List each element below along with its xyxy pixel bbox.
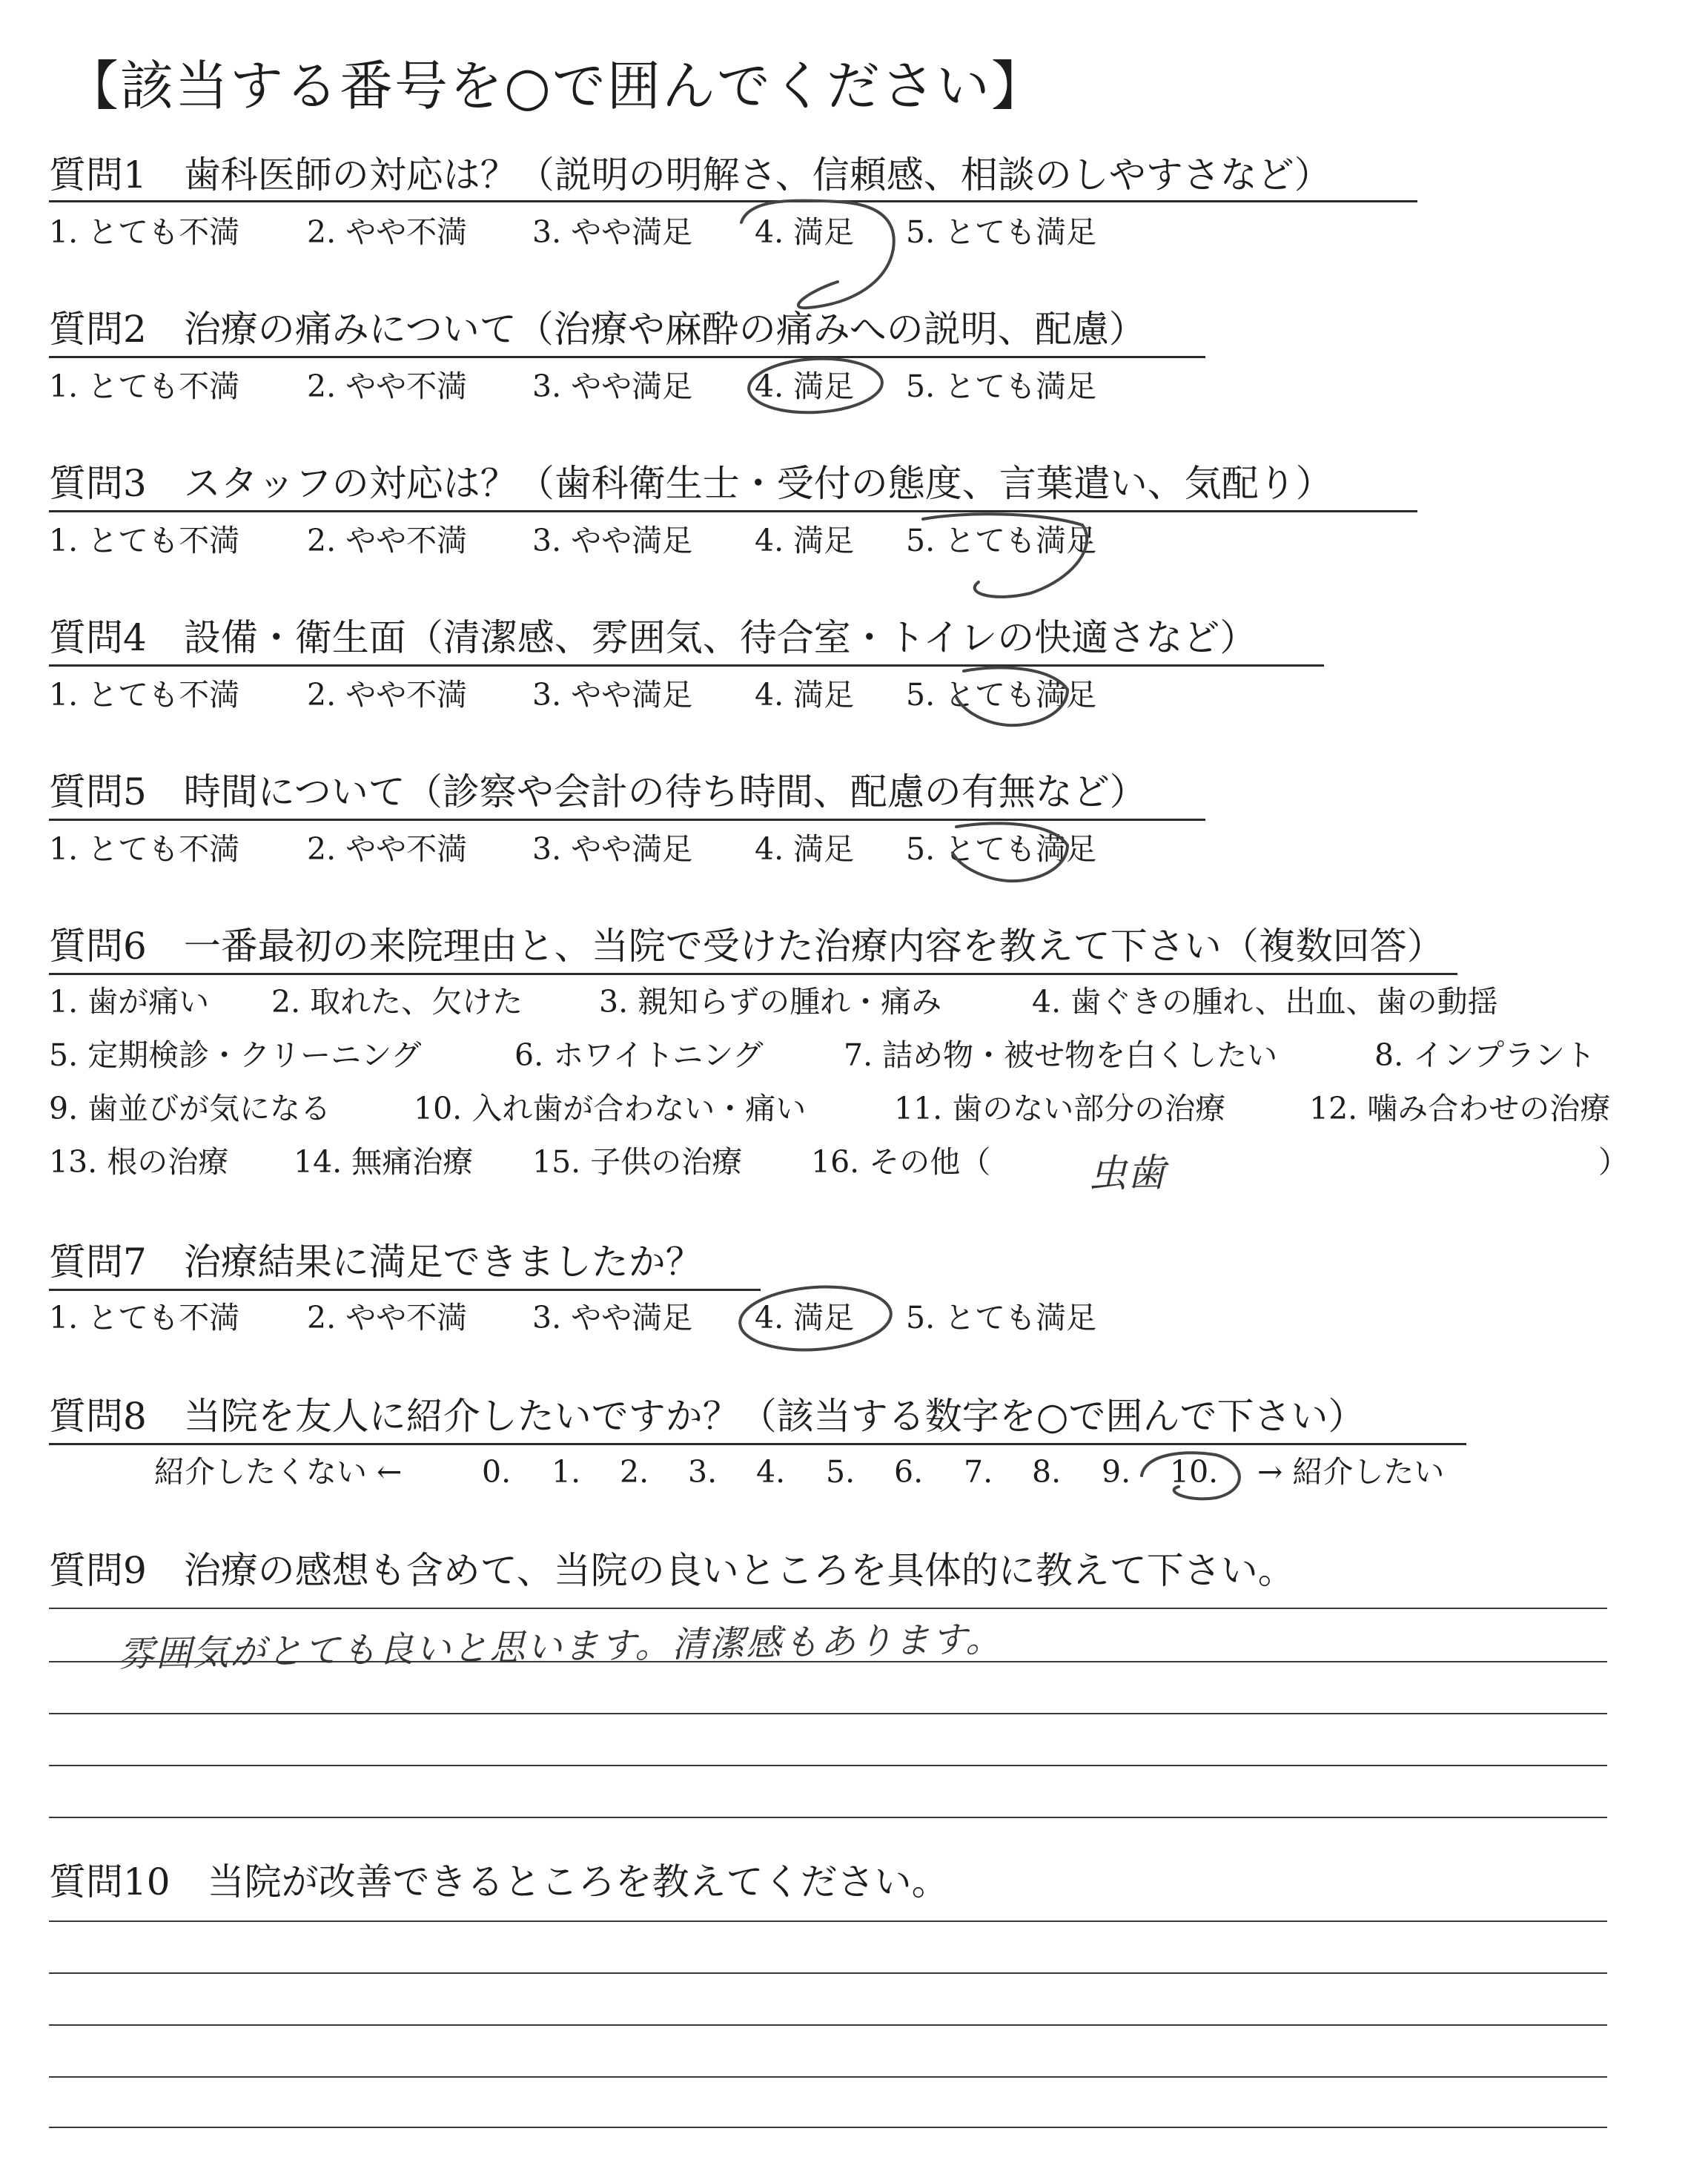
q8-number-2[interactable]: 2. — [620, 1454, 649, 1490]
q7-option-3[interactable]: 3. やや満足 — [532, 1300, 693, 1335]
q5-option-3[interactable]: 3. やや満足 — [532, 831, 693, 867]
q2-option-4[interactable]: 4. 満足 — [755, 369, 855, 404]
q10-answer-line-5[interactable] — [49, 2127, 1607, 2128]
q8-number-9[interactable]: 9. — [1102, 1454, 1131, 1490]
question-9-title: 質問9 治療の感想も含めて、当院の良いところを具体的に教えて下さい。 — [49, 1549, 1295, 1592]
question-10-title: 質問10 当院が改善できるところを教えてください。 — [49, 1860, 949, 1903]
question-2-options — [49, 368, 1532, 405]
question-4-underline — [49, 664, 1324, 667]
q6-option-1[interactable]: 1. 歯が痛い — [49, 984, 210, 1020]
q8-number-5[interactable]: 5. — [826, 1454, 855, 1490]
q8-right-label: → 紹介したい — [1257, 1454, 1445, 1490]
question-2-underline — [49, 356, 1205, 358]
q9-answer-line-3[interactable] — [49, 1713, 1607, 1714]
q10-answer-line-4[interactable] — [49, 2076, 1607, 2078]
q5-option-2[interactable]: 2. やや不満 — [307, 831, 468, 867]
question-1-underline — [49, 200, 1417, 202]
q4-option-2[interactable]: 2. やや不満 — [307, 677, 468, 713]
question-4-options — [49, 676, 1532, 713]
q8-left-label: 紹介したくない ← — [154, 1454, 403, 1490]
q3-option-3[interactable]: 3. やや満足 — [532, 523, 693, 558]
q3-option-5[interactable]: 5. とても満足 — [906, 523, 1097, 558]
q7-option-1[interactable]: 1. とても不満 — [49, 1300, 240, 1335]
q8-number-8[interactable]: 8. — [1032, 1454, 1062, 1490]
q3-option-2[interactable]: 2. やや不満 — [307, 523, 468, 558]
q3-option-4[interactable]: 4. 満足 — [755, 523, 855, 558]
question-6-row-3 — [49, 1090, 1665, 1127]
question-6-row-1 — [49, 983, 1650, 1020]
q1-option-3[interactable]: 3. やや満足 — [532, 214, 693, 250]
page-title: 【該当する番号を○で囲んでください】 — [65, 55, 1046, 117]
question-1-options — [49, 214, 1532, 251]
q6-option-12[interactable]: 12. 噛み合わせの治療 — [1309, 1091, 1611, 1126]
q4-option-3[interactable]: 3. やや満足 — [532, 677, 693, 713]
q10-answer-line-3[interactable] — [49, 2024, 1607, 2026]
q4-option-5[interactable]: 5. とても満足 — [906, 677, 1097, 713]
q6-option-7[interactable]: 7. 詰め物・被せ物を白くしたい — [844, 1037, 1278, 1073]
question-7-title: 質問7 治療結果に満足できましたか？ — [49, 1241, 703, 1284]
q5-option-5[interactable]: 5. とても満足 — [906, 831, 1097, 867]
question-6-row-4 — [49, 1143, 1650, 1180]
question-6-row-2 — [49, 1037, 1650, 1074]
q9-answer-line-1[interactable] — [49, 1608, 1607, 1609]
question-3-title: 質問3 スタッフの対応は？（歯科衛生士・受付の態度、言葉遣い、気配り） — [49, 462, 1333, 505]
question-1-title: 質問1 歯科医師の対応は？（説明の明解さ、信頼感、相談のしやすさなど） — [49, 153, 1331, 196]
q8-number-1[interactable]: 1. — [552, 1454, 581, 1490]
q6-other-handwritten: 虫歯 — [1088, 1151, 1166, 1197]
q6-option-15[interactable]: 15. 子供の治療 — [532, 1144, 743, 1180]
q6-option-3[interactable]: 3. 親知らずの腫れ・痛み — [599, 984, 942, 1020]
q7-option-5[interactable]: 5. とても満足 — [906, 1300, 1097, 1335]
q4-option-1[interactable]: 1. とても不満 — [49, 677, 240, 713]
q6-option-10[interactable]: 10. 入れ歯が合わない・痛い — [414, 1091, 807, 1126]
question-6-underline — [49, 973, 1457, 975]
q1-option-2[interactable]: 2. やや不満 — [307, 214, 468, 250]
q8-number-10[interactable]: 10. — [1170, 1454, 1219, 1490]
q2-option-2[interactable]: 2. やや不満 — [307, 369, 468, 404]
question-2-title: 質問2 治療の痛みについて（治療や麻酔の痛みへの説明、配慮） — [49, 308, 1146, 351]
question-4-title: 質問4 設備・衛生面（清潔感、雰囲気、待合室・トイレの快適さなど） — [49, 616, 1257, 659]
q2-option-3[interactable]: 3. やや満足 — [532, 369, 693, 404]
q9-handwritten-answer: 雰囲気がとても良いと思います。清潔感もあります。 — [118, 1618, 1003, 1676]
q6-option-13[interactable]: 13. 根の治療 — [49, 1144, 229, 1180]
question-8-title: 質問8 当院を友人に紹介したいですか？（該当する数字を○で囲んで下さい） — [49, 1395, 1366, 1438]
q7-option-2[interactable]: 2. やや不満 — [307, 1300, 468, 1335]
question-3-underline — [49, 510, 1417, 512]
q6-option-6[interactable]: 6. ホワイトニング — [514, 1037, 764, 1073]
question-7-options — [49, 1299, 1532, 1336]
q6-option-14[interactable]: 14. 無痛治療 — [294, 1144, 474, 1180]
q8-number-3[interactable]: 3. — [688, 1454, 718, 1490]
q1-option-5[interactable]: 5. とても満足 — [906, 214, 1097, 250]
q2-option-5[interactable]: 5. とても満足 — [906, 369, 1097, 404]
q1-option-4[interactable]: 4. 満足 — [755, 214, 855, 250]
question-5-options — [49, 830, 1532, 868]
q6-option-5[interactable]: 5. 定期検診・クリーニング — [49, 1037, 422, 1073]
question-5-title: 質問5 時間について（診察や会計の待ち時間、配慮の有無など） — [49, 770, 1147, 813]
q7-option-4[interactable]: 4. 満足 — [755, 1300, 855, 1335]
q6-other-close-paren: ） — [1598, 1144, 1629, 1180]
question-3-options — [49, 522, 1532, 559]
q10-answer-line-1[interactable] — [49, 1920, 1607, 1922]
q3-option-1[interactable]: 1. とても不満 — [49, 523, 240, 558]
question-8-underline — [49, 1443, 1466, 1445]
question-5-underline — [49, 819, 1205, 821]
q9-answer-line-5[interactable] — [49, 1817, 1607, 1818]
q2-option-1[interactable]: 1. とても不満 — [49, 369, 240, 404]
q10-answer-line-2[interactable] — [49, 1972, 1607, 1974]
q6-option-9[interactable]: 9. 歯並びが気になる — [49, 1091, 331, 1126]
q6-option-11[interactable]: 11. 歯のない部分の治療 — [894, 1091, 1226, 1126]
q8-number-7[interactable]: 7. — [964, 1454, 993, 1490]
q1-option-1[interactable]: 1. とても不満 — [49, 214, 240, 250]
q5-option-4[interactable]: 4. 満足 — [755, 831, 855, 867]
q6-option-8[interactable]: 8. インプラント — [1374, 1037, 1596, 1073]
q8-number-0[interactable]: 0. — [482, 1454, 512, 1490]
q4-option-4[interactable]: 4. 満足 — [755, 677, 855, 713]
q6-option-16[interactable]: 16. その他（ — [811, 1144, 991, 1180]
q8-number-6[interactable]: 6. — [894, 1454, 924, 1490]
question-8-scale — [0, 1453, 1557, 1490]
question-6-title: 質問6 一番最初の来院理由と、当院で受けた治療内容を教えて下さい（複数回答） — [49, 925, 1444, 968]
q6-option-4[interactable]: 4. 歯ぐきの腫れ、出血、歯の動揺 — [1032, 984, 1498, 1020]
q9-answer-line-4[interactable] — [49, 1765, 1607, 1766]
q6-option-2[interactable]: 2. 取れた、欠けた — [271, 984, 523, 1020]
q8-number-4[interactable]: 4. — [756, 1454, 786, 1490]
q5-option-1[interactable]: 1. とても不満 — [49, 831, 240, 867]
question-7-underline — [49, 1289, 761, 1291]
